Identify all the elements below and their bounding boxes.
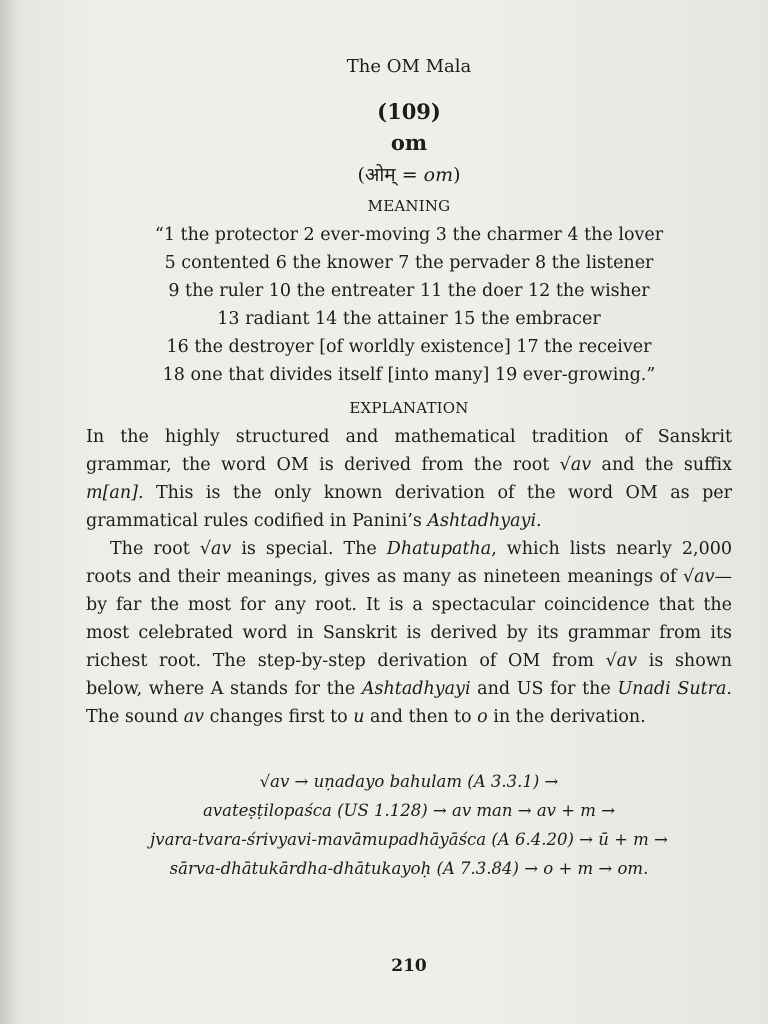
text-run: av — [694, 567, 715, 587]
explanation-paragraph-2 — [86, 535, 732, 731]
devanagari-line — [86, 161, 732, 187]
deva-close: ) — [453, 164, 461, 186]
meaning-line: “1 the protector 2 ever-moving 3 the charmer 4 the lover — [154, 225, 664, 245]
meaning-line: 9 the ruler 10 the entreater 11 the doer 12 the wisher — [168, 281, 650, 301]
text-run: . The sound — [86, 679, 732, 727]
text-run: and US for the — [470, 679, 618, 699]
deva-open: ( — [357, 164, 365, 186]
text-run: Ashtadhyayi — [427, 511, 537, 531]
text-run: u — [353, 707, 365, 727]
text-run: . This is the only known derivation of the word OM as per grammatical rules codified in Panini’s — [86, 483, 732, 531]
text-run: is shown below, where A stands for the — [86, 651, 732, 699]
meaning-line: 16 the destroyer [of worldly existence] 17 the receiver — [166, 337, 652, 357]
entry-word: om — [390, 130, 428, 155]
text-run: —by far the most for any root. It is a spectacular coincidence that the most celebrated word in Sanskrit is derived by its grammar from its richest root. The step-by-step derivation of OM from √ — [86, 567, 732, 671]
derivation-line: sārva-dhātukārdha-dhātukayoḥ (A 7.3.84) → o + m → om. — [169, 859, 649, 878]
explanation-heading: EXPLANATION — [349, 399, 469, 417]
text-run: and the suffix — [591, 455, 733, 475]
deva-script: ओम् — [364, 164, 396, 186]
text-run: o — [477, 707, 488, 727]
page-text-block — [86, 56, 733, 976]
running-head: The OM Mala — [346, 56, 472, 77]
text-run: . — [536, 511, 542, 531]
text-run: changes first to — [204, 707, 354, 727]
derivation-line: avateṣṭilopaśca (US 1.128) → av man → av + m → — [202, 801, 616, 820]
text-run: in the derivation. — [487, 707, 646, 727]
text-run: av — [210, 539, 232, 559]
meaning-list — [86, 221, 732, 389]
text-run: m[an] — [86, 483, 138, 503]
text-run: av — [616, 651, 638, 671]
text-run: is special. The — [231, 539, 387, 559]
text-run: and then to — [364, 707, 478, 727]
meaning-line: 13 radiant 14 the attainer 15 the embracer — [217, 309, 601, 329]
text-run: Dhatupatha — [386, 539, 492, 559]
entry-number: (109) — [377, 99, 441, 124]
page-spine-shadow — [0, 0, 18, 1024]
meaning-line: 5 contented 6 the knower 7 the pervader 8 the listener — [164, 253, 654, 273]
text-run: Unadi Sutra — [617, 679, 727, 699]
text-run: Ashtadhyayi — [361, 679, 471, 699]
meaning-line: 18 one that divides itself [into many] 19 ever-growing.” — [162, 365, 656, 385]
text-run: av — [570, 455, 592, 475]
page-number: 210 — [391, 956, 427, 976]
derivation-line: jvara-tvara-śrivyavi-mavāmupadhāyāśca (A 6.4.20) → ū + m → — [150, 830, 668, 849]
text-run: In the highly structured and mathematical tradition of Sanskrit grammar, the word OM is derived from the root √ — [86, 427, 732, 475]
deva-transliteration: om — [423, 164, 454, 186]
meaning-heading: MEANING — [367, 197, 451, 215]
derivation-line: √av → uṇadayo bahulam (A 3.3.1) → — [259, 772, 559, 791]
derivation-block — [86, 767, 732, 883]
text-run: , which lists nearly 2,000 roots and their meanings, gives as many as nineteen meanings of √ — [86, 539, 732, 587]
text-run: The root √ — [110, 539, 211, 559]
deva-equals: = — [395, 164, 424, 186]
text-run: av — [183, 707, 205, 727]
explanation-paragraph-1 — [86, 423, 732, 535]
